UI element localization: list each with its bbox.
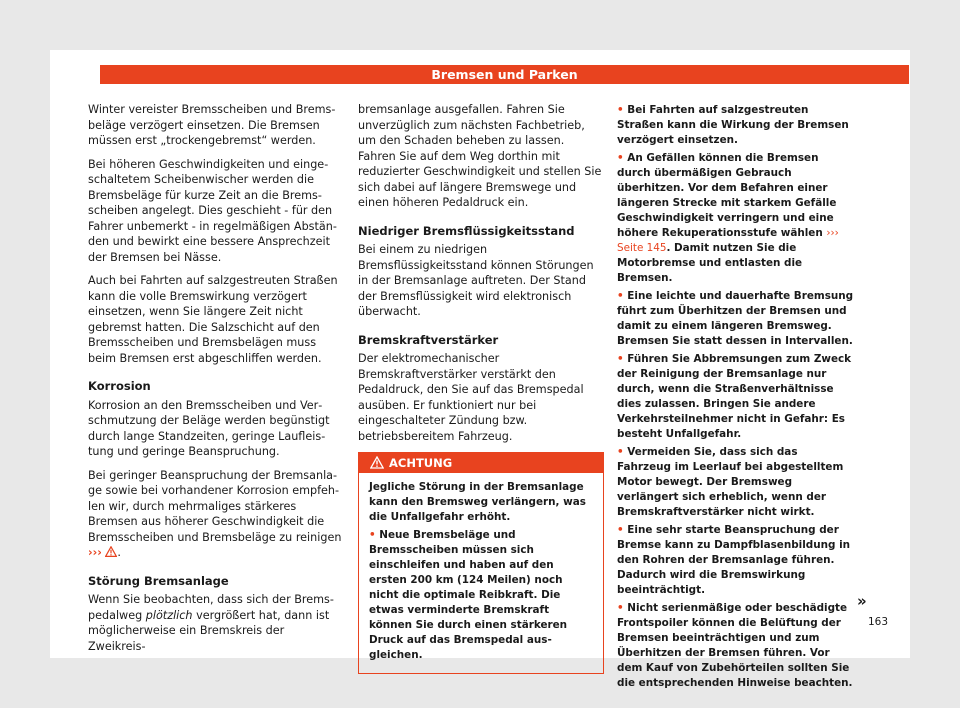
list-item-text: An Gefällen können die Bremsen durch übermäßigen Gebrauch überhitzen. Vor dem Befahren einer längeren Strecke mit starkem Gefälle Geschwindigkeit verringern und eine höhere Rekuperationsstufe wählen bbox=[617, 152, 837, 239]
paragraph: Bei einem zu niedrigen Bremsflüssigkeitsstand können Störungen in der Bremsanlage auftreten. Der Stand der Bremsflüssigkeit wird elektronisch überwacht. bbox=[358, 243, 594, 318]
heading-bremsfluessigkeit: Niedriger Bremsflüssigkeitsstand bbox=[358, 223, 575, 238]
list-item bbox=[617, 352, 855, 442]
list-item-text: Bei Fahrten auf salzgestreuten Straßen kann die Wirkung der Bremsen verzögert einsetzen. bbox=[617, 104, 849, 146]
list-item-text: Eine leichte und dauerhafte Bremsung führt zum Überhitzen der Bremsen und damit zu einem längeren Bremsweg. Bremsen Sie statt dessen in Intervallen. bbox=[617, 290, 854, 347]
paragraph: Bei höheren Geschwindigkeiten und eingeschaltetem Scheibenwischer werden die Bremsbeläge für kurze Zeit an die Bremsscheiben angelegt. Dies geschieht - für den Fahrer unbemerkt - in regelmäßigen Abständen und bewirkt eine bessere Ansprechzeit der Bremsen bei Nässe. bbox=[88, 157, 337, 264]
manual-page bbox=[50, 50, 910, 689]
warning-box bbox=[358, 452, 604, 674]
heading-stoerung: Störung Bremsanlage bbox=[88, 573, 229, 588]
column-right bbox=[617, 103, 855, 694]
warning-text: Neue Bremsbeläge und Bremsscheiben müssen sich einschleifen und haben auf den ersten 200 km (124 Meilen) noch nicht die optimale Reibkraft. Die etwas verminderte Bremskraft können Sie durch einen stärkeren Druck auf das Bremspedal ausgleichen. bbox=[369, 529, 568, 661]
page-number: 163 bbox=[868, 616, 889, 628]
warning-title: ACHTUNG bbox=[389, 456, 453, 470]
heading-bremskraftverstaerker: Bremskraftverstärker bbox=[358, 332, 499, 347]
bullet-icon: • bbox=[617, 353, 624, 365]
paragraph-with-reference bbox=[88, 468, 344, 561]
reference-arrow[interactable]: ››› bbox=[88, 546, 102, 559]
column-middle bbox=[358, 102, 604, 674]
list-item-text: . Damit nutzen Sie die Motorbremse und entlasten die Bremsen. bbox=[617, 242, 803, 284]
paragraph-text: Bei geringer Beanspruchung der Bremsanlage sowie bei vorhandener Korrosion empfehlen wir, durch mehrmaliges stärkeres Bremsen aus höherer Geschwindigkeit die Bremsscheiben und Bremsbeläge zu reinigen bbox=[88, 468, 342, 544]
warning-text: Jegliche Störung in der Bremsanlage kann den Bremsweg verlängern, was die Unfallgefahr erhöht. bbox=[369, 481, 586, 523]
list-item-text: Führen Sie Abbremsungen zum Zweck der Reinigung der Bremsanlage nur durch, wenn die Straßenverhältnisse dies zulassen. Bringen Sie andere Verkehrsteilnehmer nicht in Gefahr: Es besteht Unfallgefahr. bbox=[617, 353, 852, 440]
list-item bbox=[617, 445, 855, 520]
paragraph-end: . bbox=[117, 546, 121, 559]
warning-body bbox=[359, 473, 603, 673]
bullet-icon: • bbox=[617, 446, 624, 458]
list-item bbox=[617, 103, 855, 148]
list-item bbox=[617, 601, 855, 691]
warning-header bbox=[359, 453, 603, 473]
list-item bbox=[617, 151, 855, 286]
bullet-icon: • bbox=[617, 524, 624, 536]
section-header: Bremsen und Parken bbox=[100, 65, 909, 84]
bullet-icon: • bbox=[617, 602, 624, 614]
text-run: vergrößert hat, dann ist möglicherweise ein Bremskreis der Zweikreis- bbox=[88, 608, 330, 653]
list-item bbox=[617, 523, 855, 598]
bullet-icon: • bbox=[617, 152, 624, 164]
bullet-icon: • bbox=[369, 529, 376, 541]
list-item-text: Vermeiden Sie, dass sich das Fahrzeug im Leerlauf bei abgestelltem Motor bewegt. Der Bremsweg verlängert sich erheblich, wenn der Bremskraftverstärker nicht wirkt. bbox=[617, 446, 844, 518]
page-reference-link[interactable]: ››› Seite 145 bbox=[617, 227, 839, 254]
continue-arrow-icon: » bbox=[857, 592, 867, 610]
warning-triangle-icon[interactable] bbox=[105, 546, 117, 557]
list-item-text: Nicht serienmäßige oder beschädigte Frontspoiler können die Belüftung der Bremsen beeinträchtigen und zum Überhitzen der Bremsen führen. Vor dem Kauf von Zubehörteilen sollten Sie die entsprechenden Hinweise beachten. bbox=[617, 602, 853, 689]
list-item bbox=[617, 289, 855, 349]
text-run: Wenn Sie beobachten, dass sich der Bremspedalweg bbox=[88, 593, 334, 622]
emphasis: plötzlich bbox=[145, 608, 193, 622]
paragraph: Korrosion an den Bremsscheiben und Verschmutzung der Beläge werden begünstigt durch lange Standzeiten, geringe Laufleistung und geringe Beanspruchung. bbox=[88, 398, 330, 458]
paragraph: Winter vereister Bremsscheiben und Bremsbeläge verzögert einsetzen. Die Bremsen müssen erst „trockengebremst“ werden. bbox=[88, 103, 336, 147]
column-left bbox=[88, 102, 344, 662]
bullet-icon: • bbox=[617, 290, 624, 302]
warning-triangle-icon bbox=[370, 456, 384, 469]
bullet-icon: • bbox=[617, 104, 624, 116]
paragraph bbox=[88, 592, 344, 654]
heading-korrosion: Korrosion bbox=[88, 379, 151, 393]
warning-bullet bbox=[369, 528, 593, 663]
list-item-text: Eine sehr starte Beanspruchung der Bremse kann zu Dampfblasenbildung in den Rohren der Bremsanlage führen. Dadurch wird die Bremswirkung beeinträchtigt. bbox=[617, 524, 851, 596]
paragraph: bremsanlage ausgefallen. Fahren Sie unverzüglich zum nächsten Fachbetrieb, um den Schaden beheben zu lassen. Fahren Sie auf dem Weg dorthin mit reduzierter Geschwindigkeit und stellen Sie sich dabei auf längere Bremswege und einen höheren Pedaldruck ein. bbox=[358, 103, 602, 209]
paragraph: Der elektromechanischer Bremskraftverstärker verstärkt den Pedaldruck, den Sie auf das Bremspedal ausüben. Er funktioniert nur bei eingeschalteter Zündung bzw. betriebsbereitem Fahrzeug. bbox=[358, 352, 584, 443]
paragraph: Auch bei Fahrten auf salzgestreuten Straßen kann die volle Bremswirkung verzögert einsetzen, wenn Sie längere Zeit nicht gebremst hatten. Die Salzschicht auf den Bremsscheiben und Bremsbelägen muss beim Bremsen erst abgeschliffen werden. bbox=[88, 274, 338, 365]
